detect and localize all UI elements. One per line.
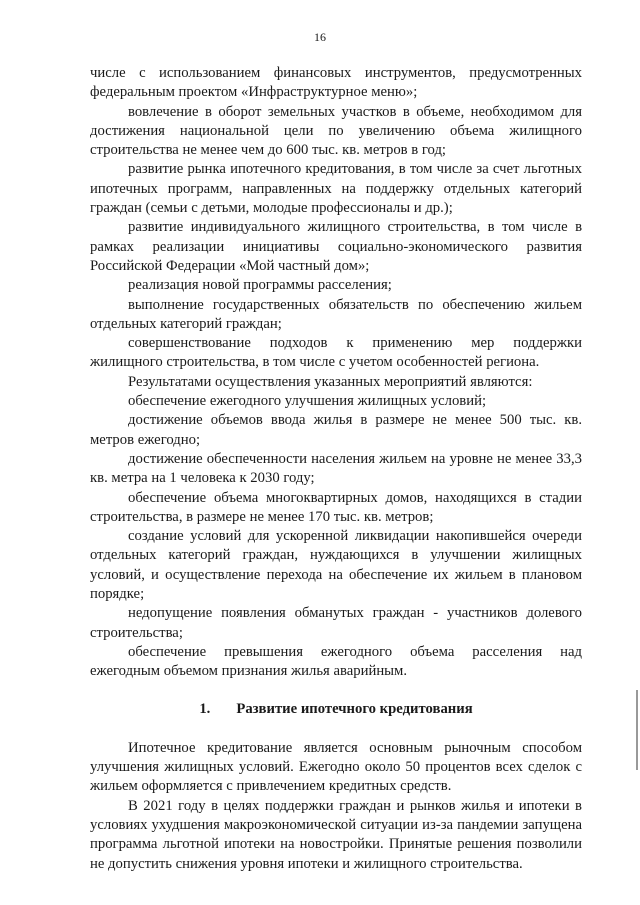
section-heading [90,700,582,719]
document-body [90,64,582,874]
paragraph: выполнение государственных обязательств по обеспечению жильем отдельных категорий граждан; [90,296,582,332]
page-number: 16 [314,30,326,44]
paragraph: вовлечение в оборот земельных участков в объеме, необходимом для достижения национальной цели по увеличению объема жилищного строительства не менее чем до 600 тыс. кв. метров в год; [90,103,582,159]
paragraph: обеспечение ежегодного улучшения жилищных условий; [128,393,487,410]
paragraph: достижение объемов ввода жилья в размере не менее 500 тыс. кв. метров ежегодно; [90,412,582,448]
paragraph: совершенствование подходов к применению мер поддержки жилищного строительства, в том числе с учетом особенностей региона. [90,335,582,371]
paragraph: обеспечение превышения ежегодного объема расселения над ежегодным объемом признания жилья аварийным. [90,643,582,680]
paragraph: недопущение появления обманутых граждан - участников долевого строительства; [90,605,582,641]
paragraph: обеспечение объема многоквартирных домов, находящихся в стадии строительства, в размере не менее 170 тыс. кв. метров; [90,489,582,525]
section-number: 1. [199,700,211,717]
paragraph: достижение обеспеченности населения жильем на уровне не менее 33,3 кв. метра на 1 человека к 2030 году; [90,450,582,487]
section-title: Развитие ипотечного кредитования [236,700,473,717]
paragraph: Ипотечное кредитование является основным рыночным способом улучшения жилищных условий. Ежегодно около 50 процентов всех сделок с жильем оформляется с привлечением кредитных средств. [90,739,582,795]
paragraph: развитие индивидуального жилищного строительства, в том числе в рамках реализации инициативы социально-экономического развития Российской Федерации «Мой частный дом»; [90,219,582,274]
scan-edge-mark [636,690,638,770]
paragraph: числе с использованием финансовых инструментов, предусмотренных федеральным проектом «Инфраструктурное меню»; [90,65,582,101]
paragraph: Результатами осуществления указанных мероприятий являются: [128,373,533,390]
paragraph: В 2021 году в целях поддержки граждан и рынков жилья и ипотеки в условиях ухудшения макроэкономической ситуации из-за пандемии запущена программа льготной ипотеки на новостройки. Принятые решения позволили не допустить снижения уровня ипотеки и жилищного строительства. [90,797,582,872]
paragraph: развитие рынка ипотечного кредитования, в том числе за счет льготных ипотечных программ, направленных на поддержку отдельных категорий граждан (семьи с детьми, молодые профессионалы и др.); [90,161,582,217]
paragraph: создание условий для ускоренной ликвидации накопившейся очереди отдельных категорий граждан, нуждающихся в улучшении жилищных условий, и осуществление перехода на обеспечение их жильем в плановом порядке; [90,528,582,603]
paragraph: реализация новой программы расселения; [128,277,392,294]
